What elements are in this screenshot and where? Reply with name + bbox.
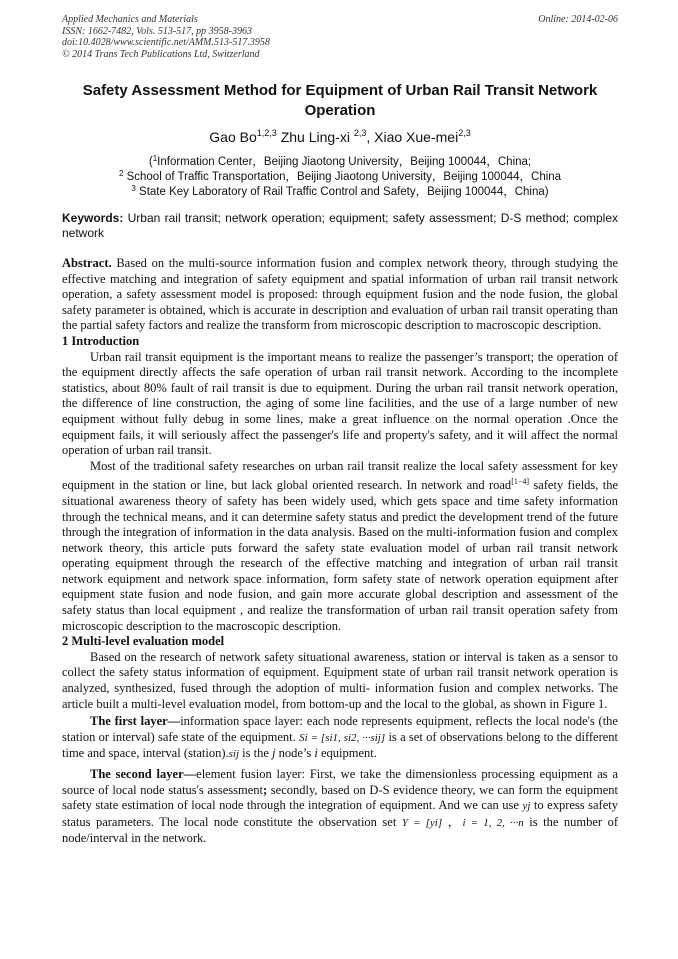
keywords-text: Urban rail transit; network operation; equipment; safety assessment; D-S method; complex network	[62, 211, 618, 240]
second-layer-text-3: to express safety status parameters. The local node constitute the observation set	[62, 798, 618, 829]
first-layer-text-5: equipment.	[317, 746, 377, 761]
author-line	[60, 124, 620, 146]
second-layer-text: element fusion layer: First, we take the dimensionless processing equipment as a source of local node status's assessment	[62, 767, 618, 797]
symbol-yj: yj	[522, 800, 531, 813]
copyright-line: © 2014 Trans Tech Publications Ltd, Switzerland	[62, 48, 260, 60]
author-3-affil: 2,3	[458, 128, 471, 138]
citation-ref: [1−4]	[511, 477, 530, 487]
keywords	[62, 211, 618, 241]
first-layer-paragraph	[62, 714, 618, 763]
equation-y: Y = [yi]	[401, 816, 443, 829]
author-2: Zhu Ling-xi	[280, 129, 350, 145]
affiliation-2-text: School of Traffic Transportation，Beijing Jiaotong University，Beijing 100044，China	[126, 171, 562, 183]
affiliation-3	[60, 181, 620, 200]
journal-header	[62, 14, 618, 60]
second-layer-semicolon: ;	[262, 782, 268, 797]
first-layer-text-4: node’s	[275, 746, 315, 761]
equation-i-range: i = 1, 2, ···n	[462, 816, 524, 829]
author-1-affil: 1,2,3	[256, 128, 277, 138]
affiliation-1-mark: 1	[152, 154, 158, 163]
symbol-sij: sij	[228, 748, 240, 761]
intro-paragraph-2	[62, 459, 618, 635]
second-layer-text-4: is the number of node/interval in the network.	[62, 814, 618, 846]
abstract-text: Based on the multi-source information fusion and complex network theory, through studying the effective matching and integration of safety equipment and spatial information of urban rail transit network operation, a safety assessment model is proposed: through equipment fusion and the node fusion, the global safety parameter is obtained, which is accurate in description and evaluation of urban rail transit operating than the partial safety factors and realize the transform from microscopic description to macroscopic description.	[62, 256, 618, 333]
symbol-j: j	[272, 746, 276, 761]
paper-title	[60, 81, 620, 120]
title-line-2: Operation	[304, 101, 376, 119]
title-line-1: Safety Assessment Method for Equipment of Urban Rail Transit Network	[82, 82, 598, 99]
paper-body	[62, 256, 618, 847]
author-3: Xiao Xue-mei	[374, 129, 459, 145]
second-layer-text-2: secondly, based on D-S evidence theory, we can form the equipment safety state estimation of local node through the integration of equipment. And we can use	[62, 782, 618, 813]
abstract	[62, 256, 618, 334]
issn-line: ISSN: 1662-7482, Vols. 513-517, pp 3958-3963	[62, 25, 252, 37]
author-2-affil: 2,3	[353, 128, 367, 138]
first-layer-text-3: is the	[239, 746, 272, 761]
first-layer-label: The first layer—	[90, 714, 181, 729]
model-paragraph-1: Based on the research of network safety situational awareness, station or interval is taken as a sensor to collect the safety status information of equipment. Equipment state of urban rail transit network operation is analyzed, synthesized, fused through the adoption of multi- information fusion and complex networks. The article built a multi-level evaluation model, from bottom-up and the local to the global, as shown in Figure 1.	[62, 649, 618, 711]
keywords-label: Keywords:	[62, 211, 124, 225]
author-1: Gao Bo	[209, 129, 257, 145]
doi-line: doi:10.4028/www.scientific.net/AMM.513-517.3958	[62, 37, 270, 48]
affiliation-1-text: Information Center，Beijing Jiaotong University，Beijing 100044，China;	[157, 156, 532, 168]
online-date: Online: 2014-02-06	[538, 14, 618, 25]
affiliation-3-mark: 3	[131, 184, 136, 193]
second-layer-comma: ，	[442, 814, 463, 829]
abstract-label: Abstract.	[62, 256, 112, 270]
journal-name: Applied Mechanics and Materials	[62, 14, 198, 25]
affiliation-paren: (	[148, 156, 153, 168]
author-separator: ,	[366, 129, 375, 145]
first-layer-text: information space layer: each node represents equipment, reflects the local node's (the station or interval) safe state of the equipment.	[62, 714, 618, 744]
second-layer-paragraph	[62, 767, 618, 847]
equation-si: Si = [si1, si2, ···sij]	[299, 731, 386, 744]
section-2-heading: 2 Multi-level evaluation model	[62, 634, 225, 649]
first-layer-text-2: is a set of observations belong to the different time and space, interval (station).	[62, 729, 619, 761]
intro-p2-part2: safety fields, the situational awareness theory of safety has been widely used, which gets space and time safety information through the technical means, and it can determine safety status and predict the development trend of the future through the integration of information in the data analysis. Based on the multi-information fusion and complex network theory, this article puts forward the safety state evaluation model of urban rail transit network operating equipment through the research of the effective matching and integration of urban rail transit network equipment and network space information, form safety state of network operation equipment after equipment state fusion and node fusion, and gain more accurate global description and assessment of the safety status than local equipment , and realize the transformation of urban rail transit operation safety from microscopic description to the macroscopic description.	[62, 478, 618, 633]
intro-p2-part1: Most of the traditional safety researches on urban rail transit realize the local safety assessment for key equipment in the station or line, but lack global oriented research. In network and road	[62, 458, 618, 493]
intro-paragraph-1: Urban rail transit equipment is the important means to realize the passenger’s transport; the operation of the equipment directly affects the safe operation of urban rail transit network. According to the incomplete statistics, about 80% fault of rail transit is due to equipment. During the urban rail transit network operation, the difference of line construction, the aging of some line facilities, and the use of a large number of new equipment without fully debug in some lines, make a great influence on the normal operation .Once the equipment fails, it will seriously affect the passenger's life and property's safety, and it will affect the normal operation of urban rail transit.	[62, 349, 618, 458]
section-1-heading: 1 Introduction	[62, 333, 140, 348]
affiliation-2-mark: 2	[118, 169, 124, 178]
symbol-i: i	[314, 746, 318, 761]
affiliation-3-text: State Key Laboratory of Rail Traffic Control and Safety，Beijing 100044，China)	[139, 186, 549, 198]
second-layer-label: The second layer—	[90, 767, 197, 781]
